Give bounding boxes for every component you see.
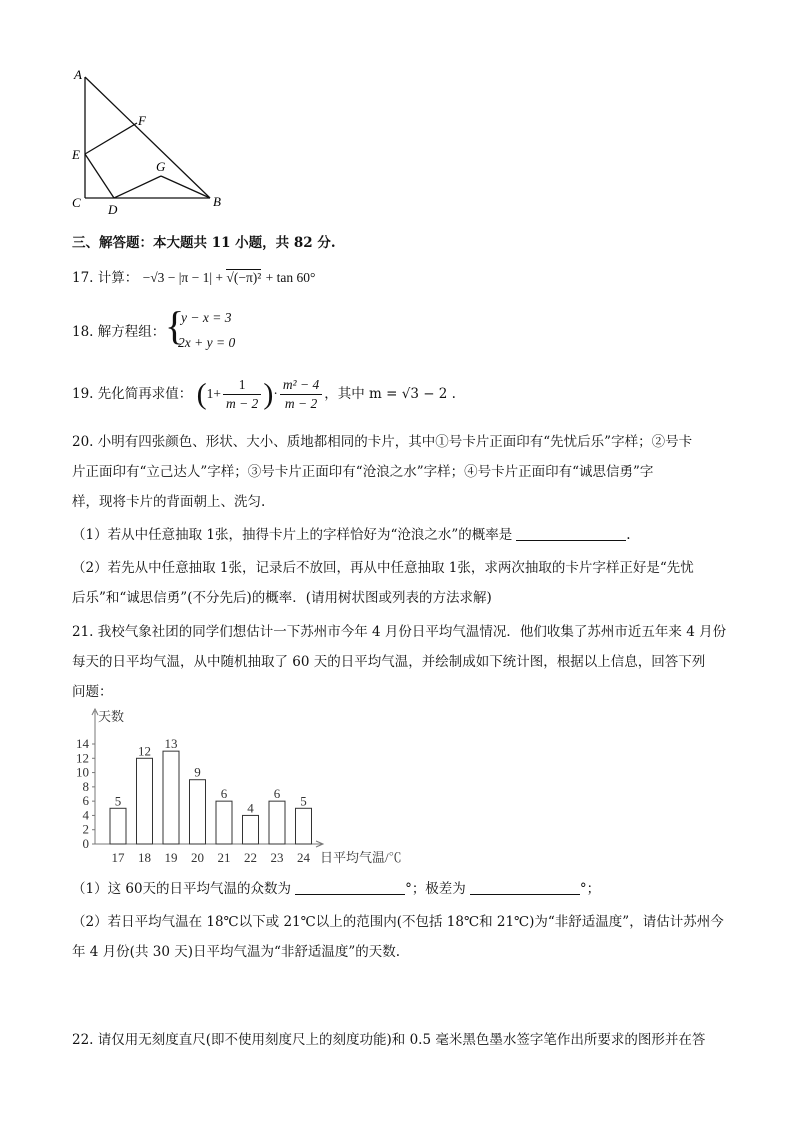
q18-eq1: y − x = 3 bbox=[181, 310, 232, 325]
y-tick-label-0: 0 bbox=[82, 836, 89, 851]
q19-f2-num: m² − 4 bbox=[280, 376, 322, 395]
q19-one-plus: 1+ bbox=[206, 386, 221, 401]
bar-value-19: 13 bbox=[164, 736, 178, 752]
x-tick-label-21: 21 bbox=[217, 850, 231, 865]
bar-value-20: 9 bbox=[194, 764, 201, 780]
x-tick-label-17: 17 bbox=[111, 850, 125, 865]
label-f: F bbox=[138, 113, 146, 128]
q19-dot: · bbox=[273, 386, 278, 401]
q21-mode-blank[interactable] bbox=[295, 880, 405, 895]
y-tick-label-6: 6 bbox=[82, 793, 89, 809]
q17-root: √(−π)² bbox=[226, 270, 262, 285]
q21-sub2b: 年 4 月份(共 30 天)日平均气温为“非舒适温度”的天数. bbox=[72, 944, 401, 960]
question-18 bbox=[72, 319, 165, 345]
x-tick-label-24: 24 bbox=[297, 850, 310, 865]
q20-line2: 片正面印有“立己达人”字样；③号卡片正面印有“沧浪之水”字样；④号卡片正面印有“诚思信勇”字 bbox=[72, 464, 654, 480]
q17-expr-b: + tan 60° bbox=[265, 270, 316, 285]
q17-num: 17. bbox=[72, 270, 94, 286]
temperature-bar-chart bbox=[70, 705, 430, 870]
bar-value-22: 4 bbox=[247, 800, 254, 816]
segment-ef bbox=[85, 123, 137, 154]
q19-f1-num: 1 bbox=[223, 376, 261, 395]
q21-sub1a: （1）这 60天的日平均气温的众数为 bbox=[72, 881, 292, 897]
bar-23 bbox=[269, 801, 285, 844]
q20-sub1-text: （1）若从中任意抽取 1张，抽得卡片上的字样恰好为“沧浪之水”的概率是 bbox=[72, 527, 513, 543]
q19-f2-den: m − 2 bbox=[284, 396, 318, 411]
bar-value-17: 5 bbox=[114, 793, 122, 809]
label-c: C bbox=[72, 195, 81, 210]
question-19 bbox=[72, 372, 456, 417]
q19-f1-den: m − 2 bbox=[225, 396, 259, 411]
q19-prefix: 先化简再求值： bbox=[97, 386, 193, 402]
label-g: G bbox=[156, 159, 166, 174]
bar-24 bbox=[296, 808, 312, 844]
q19-paren-right: ) bbox=[263, 377, 274, 411]
q21-sub1c: °； bbox=[579, 881, 601, 897]
q18-num: 18. bbox=[72, 324, 94, 340]
label-e: E bbox=[72, 147, 80, 162]
y-axis-label: 天数 bbox=[98, 709, 125, 724]
q22-line1: 22. 请仅用无刻度直尺(即不使用刻度尺上的刻度功能)和 0.5 毫米黑色墨水签字笔作出所要求的图形并在答 bbox=[72, 1032, 706, 1048]
q20-answer-blank[interactable] bbox=[516, 526, 626, 541]
q20-sub1-end: . bbox=[626, 527, 631, 543]
q21-line1: 21. 我校气象社团的同学们想估计一下苏州市今年 4 月份日平均气温情况．他们收集了苏州市近五年来 4 月份 bbox=[72, 624, 727, 640]
q20-sub2b: 后乐”和“诚思信勇”(不分先后)的概率．(请用树状图或列表的方法求解) bbox=[72, 590, 492, 606]
segment-dg bbox=[114, 176, 161, 198]
x-axis-label: 日平均气温/℃ bbox=[320, 850, 402, 865]
q18-brace: { bbox=[165, 303, 185, 348]
q21-sub1 bbox=[72, 876, 600, 902]
q20-sub2a: （2）若先从中任意抽取 1张，记录后不放回，再从中任意抽取 1张，求两次抽取的卡片字样正好是“先忧 bbox=[72, 560, 694, 576]
y-tick-label-2: 2 bbox=[82, 821, 89, 837]
bar-18 bbox=[137, 758, 153, 844]
triangle-figure bbox=[60, 65, 240, 225]
x-tick-label-20: 20 bbox=[191, 850, 204, 865]
bar-17 bbox=[110, 808, 126, 844]
q21-line3: 问题： bbox=[72, 684, 113, 700]
y-tick-label-4: 4 bbox=[82, 807, 89, 823]
y-tick-label-14: 14 bbox=[76, 736, 89, 751]
q21-line2: 每天的日平均气温，从中随机抽取了 60 天的日平均气温，并绘制成如下统计图，根据以上信息，回答下列 bbox=[72, 654, 706, 670]
segment-gb bbox=[161, 176, 210, 198]
bar-21 bbox=[216, 801, 232, 844]
q20-line1: 20. 小明有四张颜色、形状、大小、质地都相同的卡片，其中①号卡片正面印有“先忧后乐”字样；②号卡 bbox=[72, 434, 693, 450]
section-title: 三、解答题：本大题共 11 小题，共 82 分. bbox=[72, 235, 336, 251]
q20-line3: 样，现将卡片的背面朝上、洗匀. bbox=[72, 494, 266, 510]
bar-22 bbox=[243, 815, 259, 844]
y-tick-label-8: 8 bbox=[82, 778, 89, 794]
q19-tail: ，其中 m = √3 − 2 . bbox=[324, 386, 456, 402]
q19-fraction-2 bbox=[280, 376, 322, 413]
y-tick-label-10: 10 bbox=[76, 764, 89, 780]
x-tick-label-23: 23 bbox=[270, 850, 284, 865]
label-b: B bbox=[213, 194, 221, 209]
question-17 bbox=[72, 265, 315, 291]
q18-eq2: 2x + y = 0 bbox=[178, 335, 236, 350]
bar-value-21: 6 bbox=[220, 786, 228, 802]
q21-sub2a: （2）若日平均气温在 18℃以下或 21℃以上的范围内(不包括 18℃和 21℃)为“非舒适温度”，请估计苏州今 bbox=[72, 914, 724, 930]
x-tick-label-22: 22 bbox=[244, 850, 257, 865]
bar-value-24: 5 bbox=[300, 793, 307, 809]
q19-paren-left: ( bbox=[196, 377, 207, 411]
q19-fraction-1 bbox=[223, 376, 261, 413]
label-d: D bbox=[108, 202, 118, 217]
q21-range-blank[interactable] bbox=[470, 880, 580, 895]
q17-prefix: 计算： bbox=[97, 270, 139, 286]
q18-prefix: 解方程组： bbox=[97, 324, 166, 340]
x-tick-label-19: 19 bbox=[164, 850, 178, 865]
bar-19 bbox=[163, 751, 179, 844]
y-tick-label-12: 12 bbox=[76, 750, 89, 766]
bar-value-18: 12 bbox=[138, 743, 151, 759]
q19-num: 19. bbox=[72, 386, 94, 402]
q17-expr-a: −√3 − |π − 1| + bbox=[142, 270, 227, 285]
label-a: A bbox=[74, 67, 82, 82]
x-tick-label-18: 18 bbox=[138, 850, 151, 865]
q21-sub1b: °；极差为 bbox=[405, 881, 466, 897]
segment-ab bbox=[85, 77, 210, 198]
q20-sub1 bbox=[72, 522, 631, 548]
bar-value-23: 6 bbox=[273, 786, 281, 802]
bar-20 bbox=[190, 780, 206, 844]
segment-ed bbox=[85, 154, 114, 198]
